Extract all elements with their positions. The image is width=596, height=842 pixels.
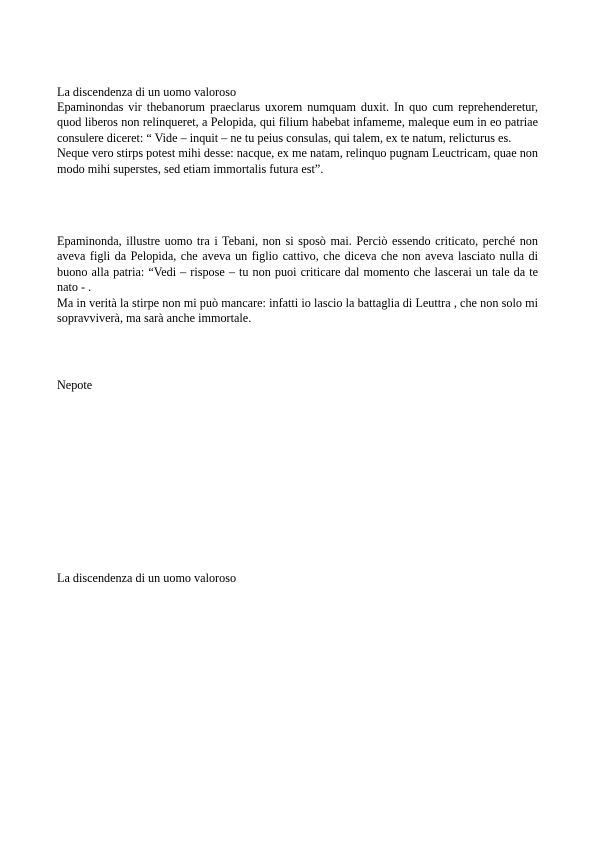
italian-paragraph-1: Epaminonda, illustre uomo tra i Tebani, non si sposò mai. Perciò essendo criticato, perché non aveva figli da Pelopida, che aveva un figlio cattivo, che diceva che non aveva lasciato nulla di buono alla patria: “Vedi – rispose – tu non puoi criticare dal momento che lascerai un tale da te nato - . — [57, 234, 538, 295]
author-name: Nepote — [57, 378, 93, 392]
document-title-block — [57, 85, 538, 100]
latin-paragraph-2: Neque vero stirps potest mihi desse: nacque, ex me natam, relinquo pugnam Leuctricam, quae non modo mihi superstes, sed etiam immortalis futura est”. — [57, 146, 538, 176]
repeat-title-block — [57, 571, 538, 586]
italian-translation — [57, 234, 538, 326]
latin-text — [57, 100, 538, 177]
latin-paragraph-1: Epaminondas vir thebanorum praeclarus uxorem numquam duxit. In quo cum reprehenderetur, quod liberos non relinqueret, a Pelopida, qui filium habebat infameme, maleque eum in eo patriae consulere diceret: “ Vide – inquit – ne tu peius consulas, qui talem, ex te natum, relicturus es. — [57, 100, 538, 145]
document-title: La discendenza di un uomo valoroso — [57, 85, 237, 99]
italian-paragraph-2: Ma in verità la stirpe non mi può mancare: infatti io lascio la battaglia di Leuttra , che non solo mi sopravviverà, ma sarà anche immortale. — [57, 295, 538, 326]
author-block — [57, 378, 538, 393]
repeat-title: La discendenza di un uomo valoroso — [57, 571, 237, 585]
